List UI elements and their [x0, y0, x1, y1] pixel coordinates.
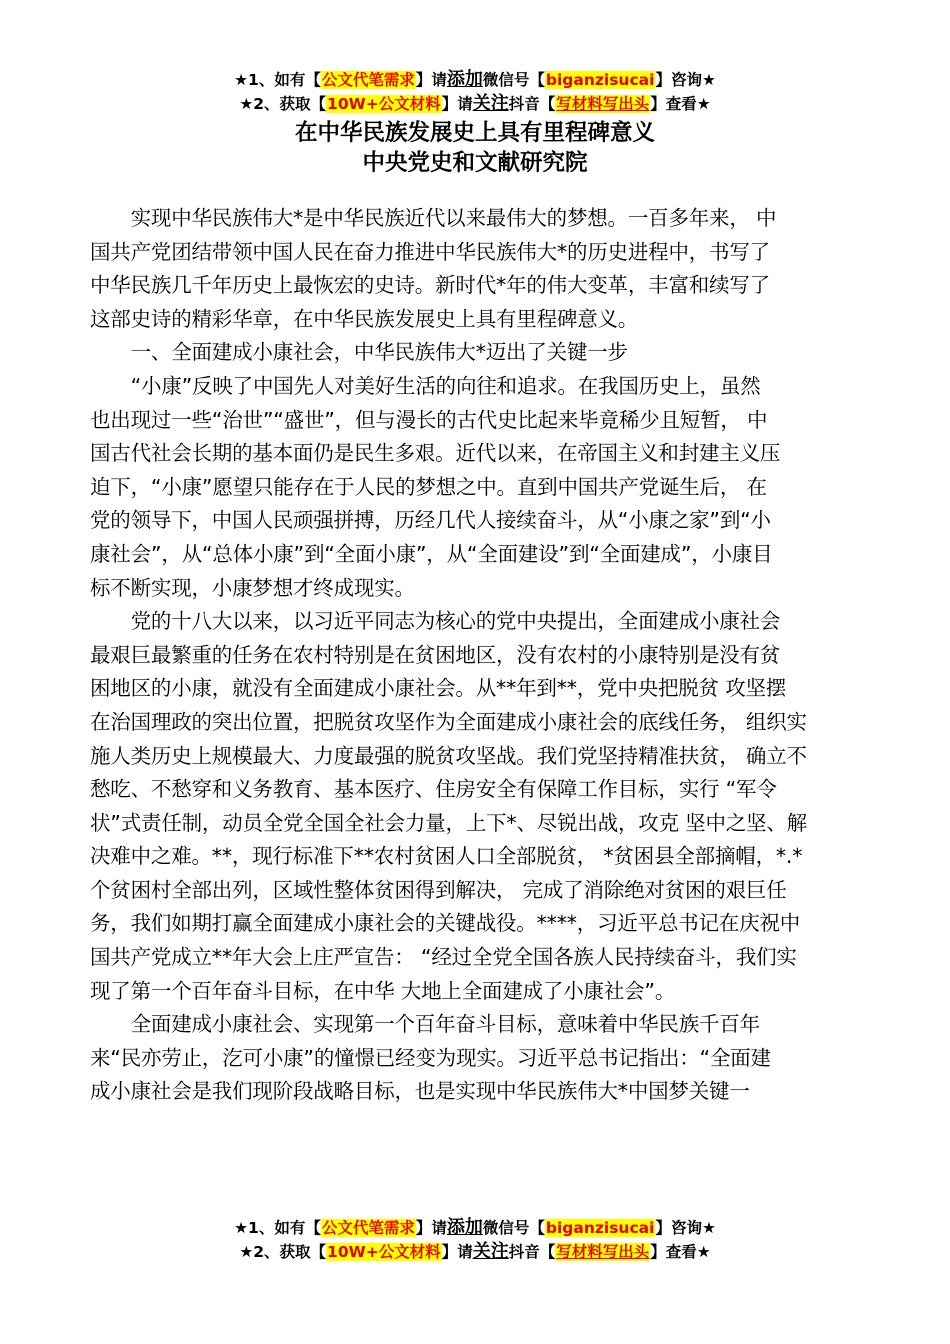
notice-underlined-add: 添加	[446, 69, 483, 90]
footer-notice	[0, 1216, 950, 1264]
document-body	[90, 202, 880, 1109]
notice-text: 】咨询★	[655, 71, 716, 89]
body-text-line: 决难中之难。**，现行标准下**农村贫困人口全部脱贫， *贫困县全部摘帽，*.*	[90, 844, 803, 869]
body-text-line: 成小康社会是我们现阶段战略目标，也是实现中华民族伟大*中国梦关键一	[90, 1079, 750, 1104]
header-notice-line-1	[0, 68, 950, 92]
notice-text: 】查看★	[650, 1243, 711, 1261]
highlight-writing-service: 公文代笔需求	[321, 71, 415, 89]
body-text-line: 困地区的小康，就没有全面建成小康社会。从**年到**，党中央把脱贫 攻坚摆	[90, 676, 787, 701]
highlight-materials: 10W+公文材料	[327, 95, 441, 113]
body-text-line: 现了第一个百年奋斗目标，在中华 大地上全面建成了小康社会”。	[90, 978, 676, 1003]
body-text-line: 一、全面建成小康社会，中华民族伟大*迈出了关键一步	[90, 340, 628, 365]
highlight-materials: 10W+公文材料	[327, 1243, 441, 1261]
highlight-wechat-id: biganzisucai	[545, 1219, 655, 1237]
body-text-line: 最艰巨最繁重的任务在农村特别是在贫困地区，没有农村的小康特别是没有贫	[90, 642, 781, 667]
body-text-line: 状”式责任制，动员全党全国全社会力量，上下*、尽锐出战，攻克 坚中之坚、解	[90, 810, 807, 835]
highlight-writing-service: 公文代笔需求	[321, 1219, 415, 1237]
body-text-line: 这部史诗的精彩华章，在中华民族发展史上具有里程碑意义。	[90, 306, 639, 331]
notice-text: ★2、获取【	[239, 95, 327, 113]
notice-text: ★1、如有【	[234, 1219, 321, 1237]
body-text-line: 施人类历史上规模最大、力度最强的脱贫攻坚战。我们党坚持精准扶贫， 确立不	[90, 743, 807, 768]
body-text-line: 党的十八大以来，以习近平同志为核心的党中央提出，全面建成小康社会	[90, 609, 781, 634]
footer-notice-line-2	[0, 1240, 950, 1264]
highlight-wechat-id: biganzisucai	[545, 71, 655, 89]
body-text-line: 迫下，“小康”愿望只能存在于人民的梦想之中。直到中国共产党诞生后， 在	[90, 474, 767, 499]
body-text-line: 国共产党成立**年大会上庄严宣告： “经过全党全国各族人民持续奋斗，我们实	[90, 945, 797, 970]
notice-underlined-add: 添加	[446, 1217, 483, 1238]
notice-text: 】请	[415, 71, 447, 89]
body-text-line: 中华民族几千年历史上最恢宏的史诗。新时代*年的伟大变革，丰富和续写了	[90, 273, 770, 298]
body-text-line: 国古代社会长期的基本面仍是民生多艰。近代以来，在帝国主义和封建主义压	[90, 441, 781, 466]
body-text-line: 务，我们如期打赢全面建成小康社会的关键战役。****，习近平总书记在庆祝中	[90, 911, 801, 936]
notice-text: 】请	[415, 1219, 447, 1237]
notice-text: 】咨询★	[655, 1219, 716, 1237]
document-title: 在中华民族发展史上具有里程碑意义	[294, 120, 655, 146]
body-text-line: “小康”反映了中国先人对美好生活的向往和追求。在我国历史上，虽然	[90, 373, 761, 398]
body-text-line: 愁吃、不愁穿和义务教育、基本医疗、住房安全有保障工作目标，实行 “军令	[90, 777, 777, 802]
body-text-line: 康社会”，从“总体小康”到“全面小康”，从“全面建设”到“全面建成”，小康目	[90, 541, 773, 566]
notice-text: ★2、获取【	[239, 1243, 327, 1261]
body-text-line: 实现中华民族伟大*是中华民族近代以来最伟大的梦想。一百多年来， 中	[90, 206, 777, 230]
notice-text: ★1、如有【	[234, 71, 321, 89]
footer-notice-line-1	[0, 1216, 950, 1240]
body-text-line: 来“民亦劳止，汔可小康”的憧憬已经变为现实。习近平总书记指出：“全面建	[90, 1045, 771, 1070]
notice-text: 微信号【	[482, 1219, 545, 1237]
highlight-douyin-account: 写材料写出头	[556, 1243, 650, 1261]
body-text-line: 国共产党团结带领中国人民在奋力推进中华民族伟大*的历史进程中，书写了	[90, 239, 770, 264]
notice-underlined-follow: 关注	[472, 93, 509, 114]
body-text-line: 党的领导下，中国人民顽强拼搏，历经几代人接续奋斗，从“小康之家”到“小	[90, 508, 771, 533]
body-text-line: 标不断实现，小康梦想才终成现实。	[90, 575, 415, 600]
document-heading	[0, 118, 950, 178]
notice-text: 】请	[441, 95, 473, 113]
notice-underlined-follow: 关注	[472, 1241, 509, 1262]
header-notice-line-2	[0, 92, 950, 116]
notice-text: 抖音【	[508, 1243, 556, 1261]
body-text-line: 个贫困村全部出列，区域性整体贫困得到解决， 完成了消除绝对贫困的艰巨任	[90, 877, 787, 902]
document-author: 中央党史和文献研究院	[362, 150, 588, 176]
highlight-douyin-account: 写材料写出头	[556, 95, 650, 113]
header-notice	[0, 68, 950, 116]
body-text-line: 在治国理政的突出位置，把脱贫攻坚作为全面建成小康社会的底线任务， 组织实	[90, 709, 807, 734]
notice-text: 微信号【	[482, 71, 545, 89]
notice-text: 抖音【	[508, 95, 556, 113]
notice-text: 】查看★	[650, 95, 711, 113]
body-text-line: 全面建成小康社会、实现第一个百年奋斗目标，意味着中华民族千百年	[90, 1012, 760, 1037]
notice-text: 】请	[441, 1243, 473, 1261]
body-text-line: 也出现过一些“治世”“盛世”，但与漫长的古代史比起来毕竟稀少且短暂， 中	[90, 407, 768, 432]
